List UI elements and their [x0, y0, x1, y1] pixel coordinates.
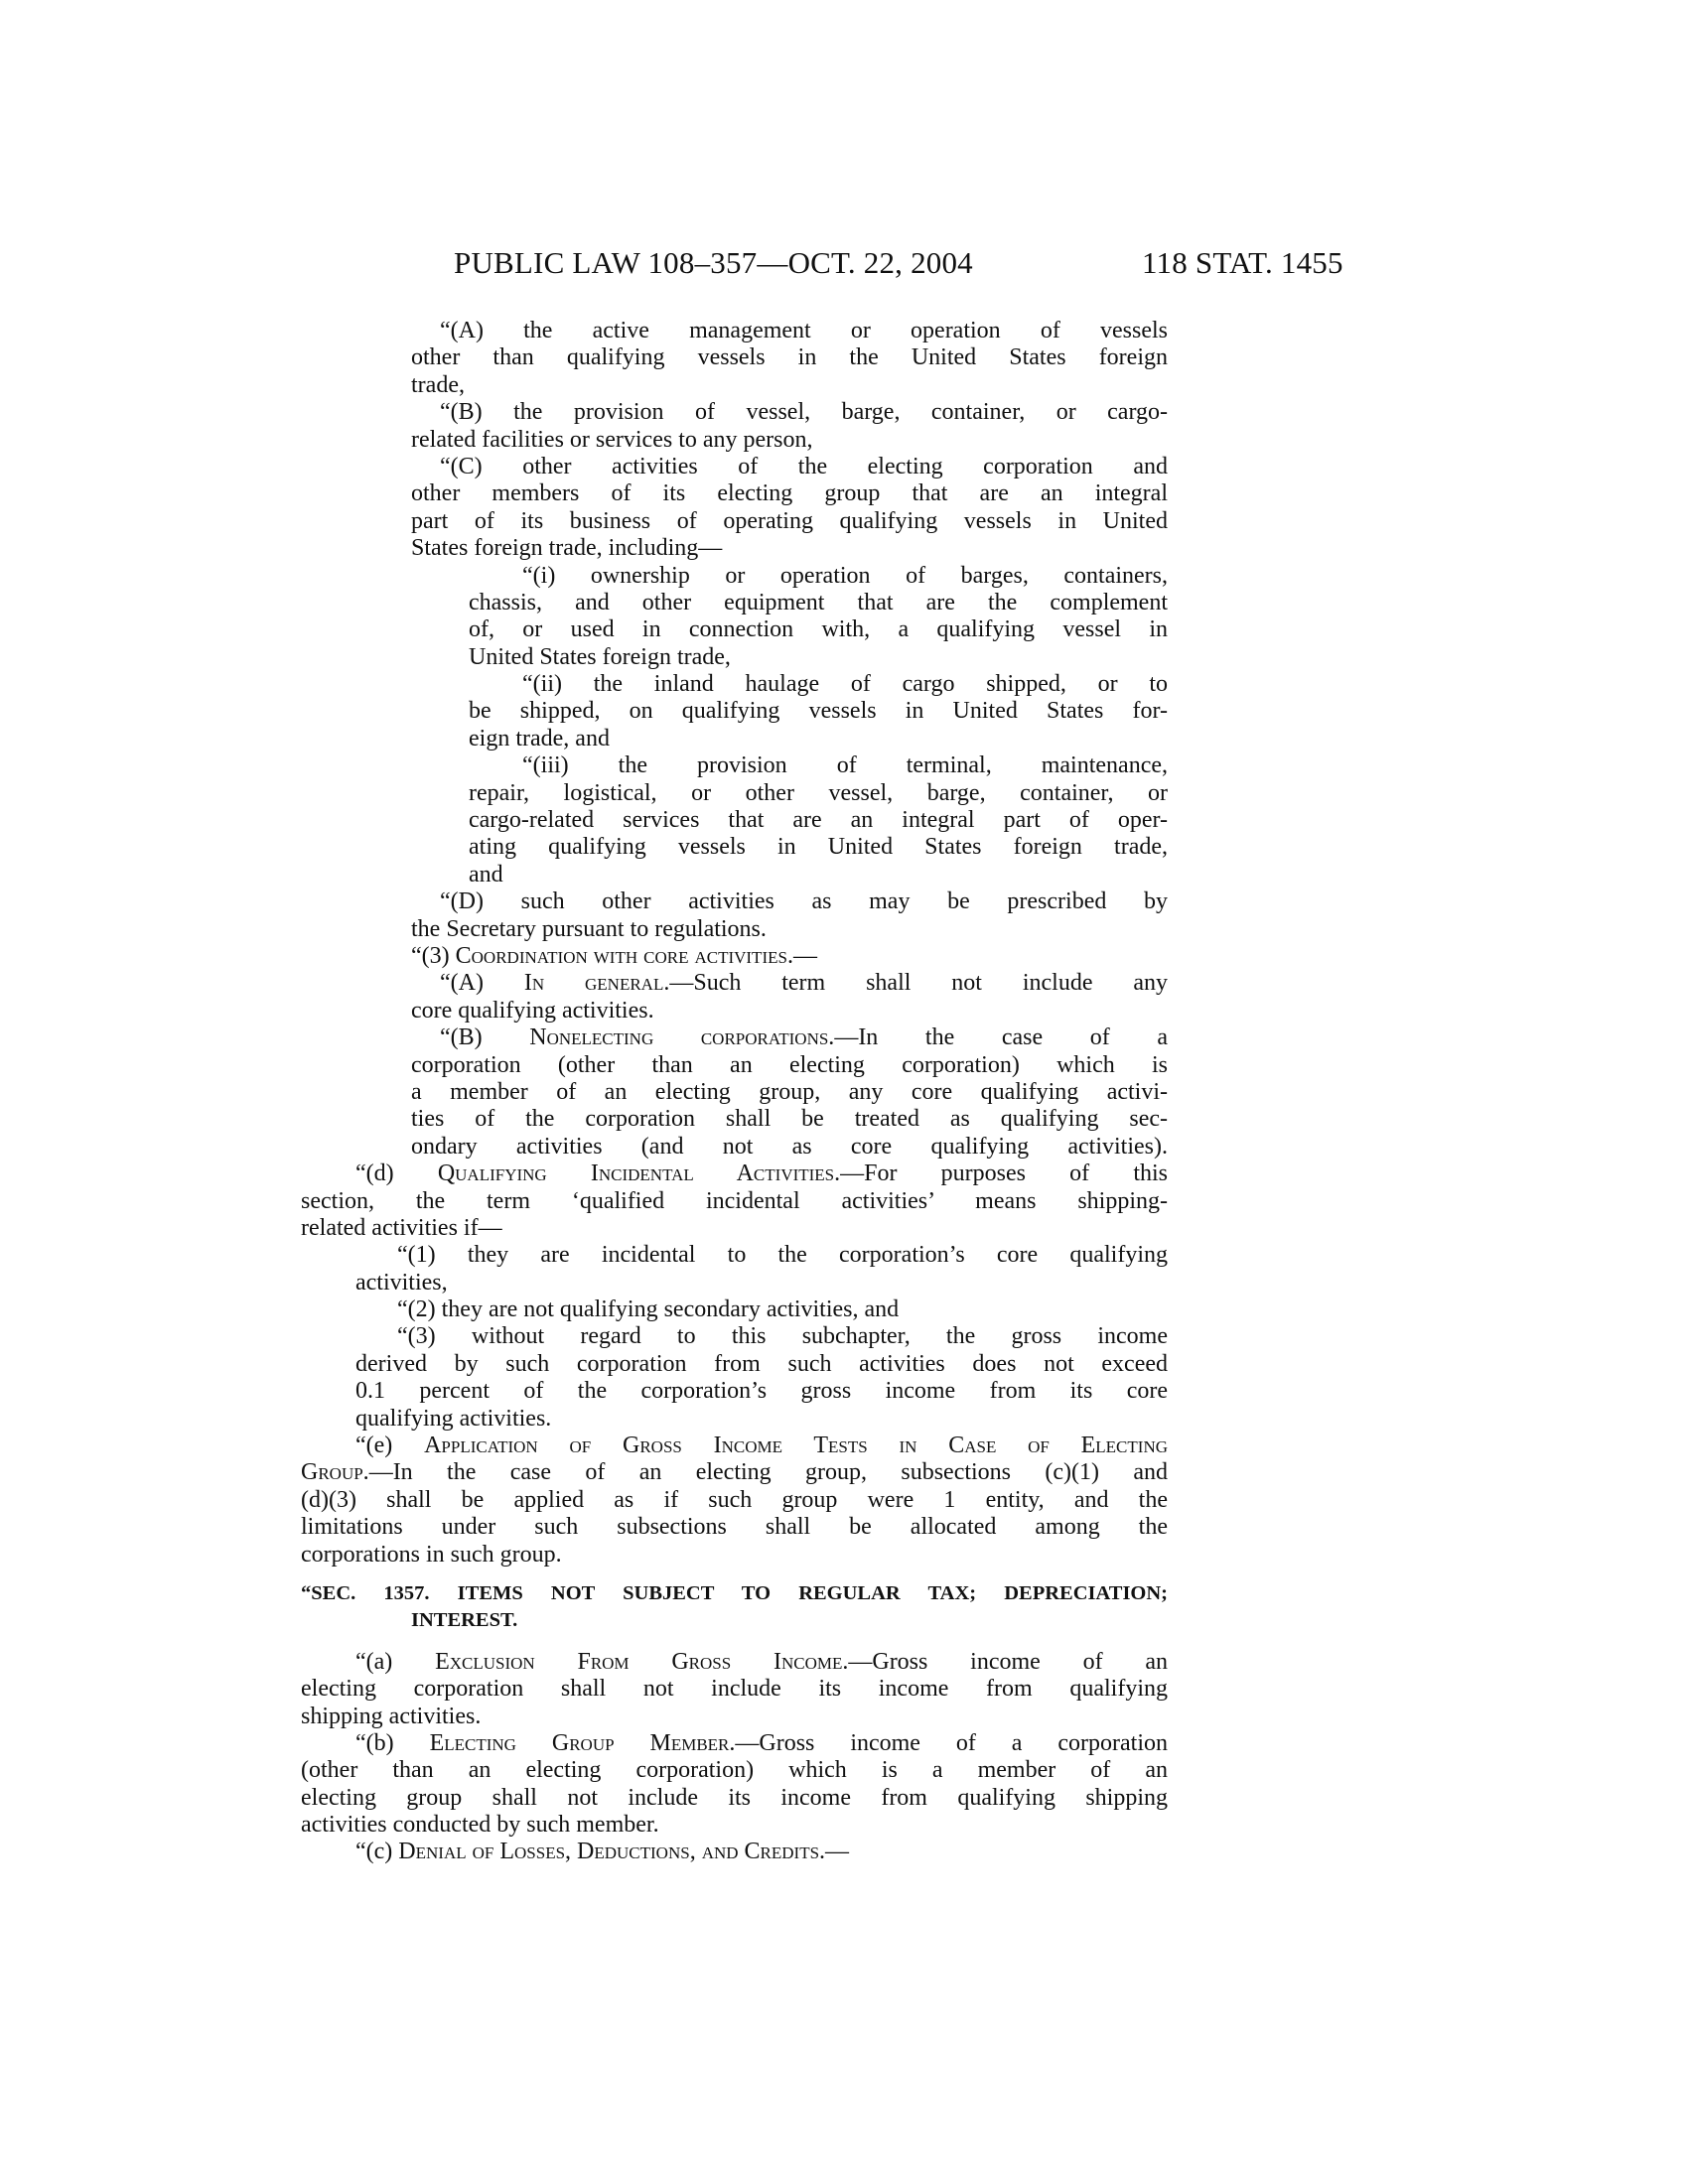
running-header-title: PUBLIC LAW 108–357—OCT. 22, 2004 [454, 245, 973, 280]
text-line [440, 1024, 1168, 1051]
paragraph-number: “(e) [355, 1433, 425, 1459]
text-line: electing group shall not include its income from qualifying shipping [301, 1784, 1168, 1811]
text-line: “(1) they are incidental to the corporation’s core qualifying [397, 1242, 1168, 1269]
paragraph-text: —For purposes of this [840, 1160, 1168, 1187]
text-line: be shipped, on qualifying vessels in United States for- [469, 698, 1168, 725]
paragraph-text: —Gross income of an [848, 1648, 1168, 1675]
paragraph-heading: Nonelecting corporations. [529, 1024, 835, 1051]
paragraph-heading: Exclusion From Gross Income. [435, 1648, 849, 1675]
text-line [355, 1839, 1168, 1865]
paragraph-heading: Electing Group Member. [429, 1729, 736, 1756]
text-line: United States foreign trade, [469, 643, 731, 670]
text-line: chassis, and other equipment that are the complement [469, 589, 1168, 615]
paragraph-text: —Gross income of a corporation [735, 1729, 1169, 1756]
text-line: “(2) they are not qualifying secondary activities, and [397, 1297, 900, 1323]
paragraph-number: “(A) [440, 970, 524, 997]
text-line: “(A) the active management or operation of vessels [440, 318, 1168, 343]
text-line: other members of its electing group that are an integral [411, 480, 1168, 507]
text-line: ondary activities (and not as core qualifying activities). [411, 1133, 1168, 1160]
text-line: (other than an electing corporation) which is a member of an [301, 1757, 1168, 1784]
text-line: repair, logistical, or other vessel, barge, container, or [469, 779, 1168, 806]
paragraph-heading: Group. [301, 1459, 369, 1486]
text-line: cargo-related services that are an integral part of oper- [469, 807, 1168, 834]
paragraph-heading: Denial of Losses, Deductions, and Credits. [398, 1839, 826, 1865]
text-line [411, 943, 1168, 970]
text-line: “(iii) the provision of terminal, maintenance, [522, 752, 1168, 779]
text-line: “(C) other activities of the electing corporation and [440, 453, 1168, 479]
text-line: of, or used in connection with, a qualifying vessel in [469, 616, 1168, 643]
text-line: part of its business of operating qualifying vessels in United [411, 507, 1168, 534]
section-heading-continued: INTEREST. [411, 1609, 518, 1632]
text-line: ties of the corporation shall be treated as qualifying sec- [411, 1106, 1168, 1133]
text-line [355, 1160, 1168, 1187]
text-line: “(B) the provision of vessel, barge, container, or cargo- [440, 399, 1168, 426]
paragraph-number: “(c) [355, 1839, 399, 1865]
text-line: activities conducted by such member. [301, 1812, 659, 1839]
paragraph-heading: In general. [523, 970, 670, 997]
text-line: electing corporation shall not include its income from qualifying [301, 1676, 1168, 1703]
text-line: “(D) such other activities as may be prescribed by [440, 888, 1168, 915]
text-line [301, 1459, 1168, 1486]
text-line: qualifying activities. [355, 1405, 552, 1432]
text-line: related activities if— [301, 1214, 502, 1241]
text-line: 0.1 percent of the corporation’s gross income from its core [355, 1378, 1168, 1405]
text-line: corporations in such group. [301, 1541, 562, 1568]
text-line: ating qualifying vessels in United States foreign trade, [469, 834, 1168, 861]
text-line: other than qualifying vessels in the United States foreign [411, 344, 1168, 371]
paragraph-number: “(a) [355, 1648, 436, 1675]
text-line [355, 1433, 1168, 1459]
text-line: States foreign trade, including— [411, 535, 723, 562]
paragraph-number: “(B) [440, 1024, 530, 1051]
paragraph-heading: Application of Gross Income Tests in Case of Electing [424, 1433, 1168, 1459]
text-line: a member of an electing group, any core qualifying activi- [411, 1078, 1168, 1105]
text-line: and [469, 861, 503, 887]
text-line [355, 1730, 1168, 1757]
paragraph-number: “(3) [411, 942, 456, 969]
text-line: section, the term ‘qualified incidental activities’ means shipping- [301, 1187, 1168, 1214]
paragraph-text: —In the case of an electing group, subsections (c)(1) and [368, 1459, 1168, 1486]
text-line [355, 1649, 1168, 1676]
text-line: limitations under such subsections shall be allocated among the [301, 1514, 1168, 1541]
text-line: “(ii) the inland haulage of cargo shipped, or to [522, 671, 1168, 698]
paragraph-heading: Coordination with core activities.— [455, 942, 817, 969]
paragraph-number: “(d) [355, 1160, 438, 1187]
text-line: activities, [355, 1269, 448, 1296]
text-line: “(3) without regard to this subchapter, the gross income [397, 1323, 1168, 1350]
text-line: shipping activities. [301, 1703, 482, 1729]
text-line: derived by such corporation from such activities does not exceed [355, 1350, 1168, 1377]
paragraph-heading: Qualifying Incidental Activities. [437, 1160, 841, 1187]
document-body [301, 318, 1168, 1866]
text-line: trade, [411, 371, 465, 398]
text-line: (d)(3) shall be applied as if such group were 1 entity, and the [301, 1486, 1168, 1513]
text-line: core qualifying activities. [411, 997, 654, 1024]
paragraph-text: —In the case of a [834, 1024, 1168, 1051]
paragraph-number: “(b) [355, 1729, 430, 1756]
text-line: eign trade, and [469, 725, 610, 751]
paragraph-text: — [825, 1839, 850, 1865]
text-line: corporation (other than an electing corporation) which is [411, 1051, 1168, 1078]
text-line [440, 970, 1168, 997]
section-heading: “SEC. 1357. ITEMS NOT SUBJECT TO REGULAR TAX; DEPRECIATION; [301, 1581, 1168, 1604]
text-line: “(i) ownership or operation of barges, containers, [522, 562, 1168, 589]
text-line: related facilities or services to any person, [411, 426, 813, 453]
text-line: the Secretary pursuant to regulations. [411, 915, 767, 942]
statute-page-number: 118 STAT. 1455 [1142, 245, 1343, 280]
paragraph-text: —Such term shall not include any [669, 970, 1169, 997]
